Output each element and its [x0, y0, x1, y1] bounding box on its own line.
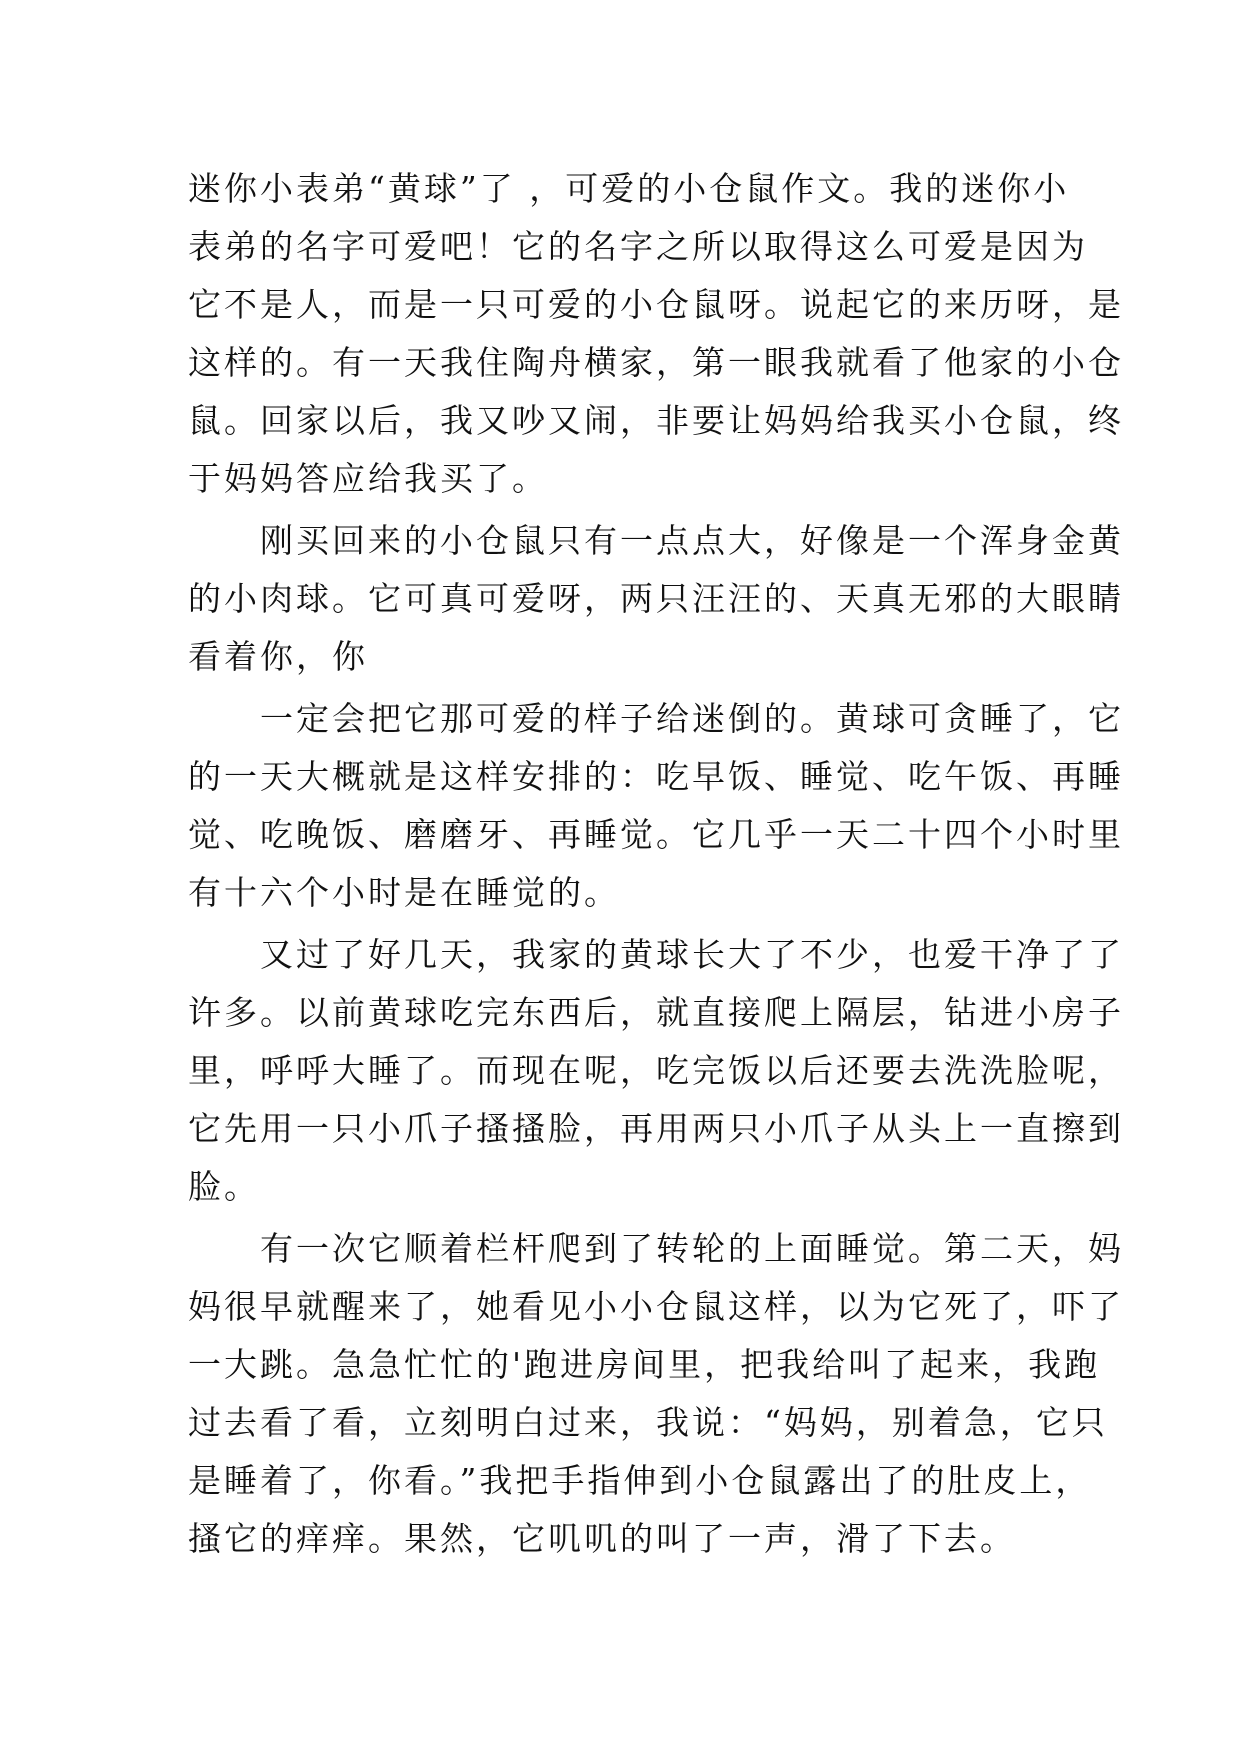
- text-line: 这样的。有一天我住陶舟横家，第一眼我就看了他家的小仓: [188, 343, 1124, 382]
- text-line: 的小肉球。它可真可爱呀，两只汪汪的、天真无邪的大眼睛: [188, 579, 1124, 618]
- text-line: 许多。以前黄球吃完东西后，就直接爬上隔层，钻进小房子: [188, 993, 1124, 1032]
- text-line: 它先用一只小爪子搔搔脸，再用两只小爪子从头上一直擦到: [188, 1109, 1124, 1148]
- essay-body: [188, 160, 1124, 1572]
- text-line: 看着你，你: [188, 637, 368, 676]
- text-line: 脸。: [188, 1167, 260, 1206]
- text-line: 觉、吃晚饭、磨磨牙、再睡觉。它几乎一天二十四个小时里: [188, 815, 1124, 854]
- paragraph-2: [188, 512, 1124, 686]
- text-line: 迷你小表弟“黄球”了 ，可爱的小仓鼠作文。我的迷你小: [188, 169, 1070, 208]
- text-line: 里，呼呼大睡了。而现在呢，吃完饭以后还要去洗洗脸呢，: [188, 1051, 1124, 1090]
- text-line: 鼠。回家以后，我又吵又闹，非要让妈妈给我买小仓鼠，终: [188, 401, 1124, 440]
- paragraph-3: [188, 690, 1124, 922]
- text-line: 妈很早就醒来了，她看见小小仓鼠这样，以为它死了，吓了: [188, 1287, 1124, 1326]
- paragraph-5: [188, 1220, 1124, 1568]
- text-line: 搔它的痒痒。果然，它叽叽的叫了一声，滑了下去。: [188, 1519, 1016, 1558]
- text-line: 过去看了看，立刻明白过来，我说：“妈妈，别着急，它只: [188, 1403, 1108, 1442]
- text-line: 表弟的名字可爱吧！它的名字之所以取得这么可爱是因为: [188, 227, 1088, 266]
- text-line: 是睡着了，你看。”我把手指伸到小仓鼠露出了的肚皮上，: [188, 1461, 1092, 1500]
- text-line: 有十六个小时是在睡觉的。: [188, 873, 620, 912]
- paragraph-4: [188, 926, 1124, 1216]
- text-line: 一定会把它那可爱的样子给迷倒的。黄球可贪睡了，它: [188, 699, 1124, 738]
- text-line: 刚买回来的小仓鼠只有一点点大，好像是一个浑身金黄: [188, 521, 1124, 560]
- paragraph-1: [188, 160, 1124, 508]
- text-line: 有一次它顺着栏杆爬到了转轮的上面睡觉。第二天，妈: [188, 1229, 1124, 1268]
- text-line: 一大跳。急急忙忙的'跑进房间里，把我给叫了起来，我跑: [188, 1345, 1101, 1384]
- text-line: 于妈妈答应给我买了。: [188, 459, 548, 498]
- text-line: 它不是人，而是一只可爱的小仓鼠呀。说起它的来历呀，是: [188, 285, 1124, 324]
- text-line: 的一天大概就是这样安排的：吃早饭、睡觉、吃午饭、再睡: [188, 757, 1124, 796]
- text-line: 又过了好几天，我家的黄球长大了不少，也爱干净了了: [188, 935, 1124, 974]
